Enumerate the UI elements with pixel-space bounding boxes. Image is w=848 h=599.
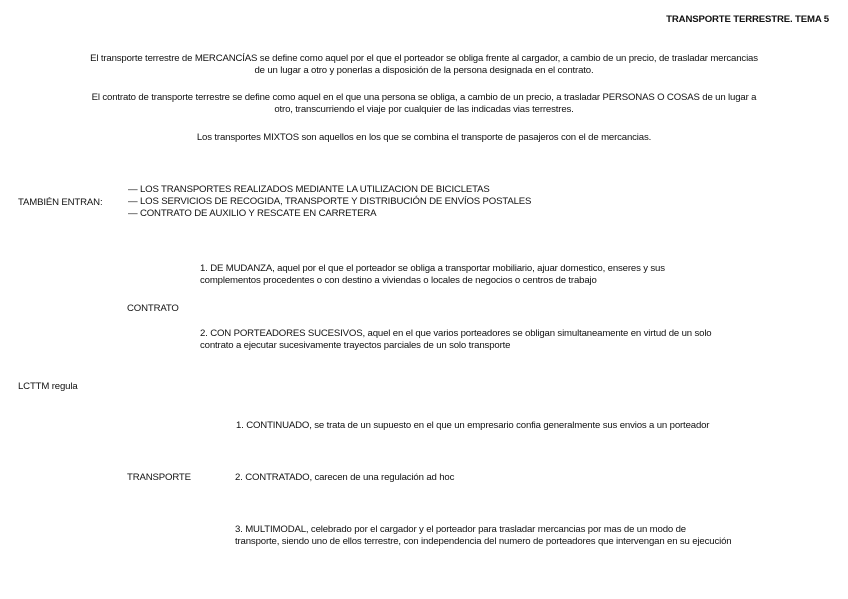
transporte-label: TRANSPORTE bbox=[127, 472, 191, 483]
page-title: TRANSPORTE TERRESTRE. TEMA 5 bbox=[666, 14, 829, 25]
text-line: Los transportes MIXTOS son aquellos en los que se combina el transporte de pasajeros con el de mercancias. bbox=[196, 132, 652, 143]
text-line: 1. DE MUDANZA, aquel por el que el porteador se obliga a transportar mobiliario, ajuar domestico, enseres y sus bbox=[200, 263, 665, 274]
list-item: — LOS TRANSPORTES REALIZADOS MEDIANTE LA UTILIZACION DE BICICLETAS bbox=[128, 184, 490, 195]
definition-mixtos bbox=[14, 132, 834, 144]
list-item: — LOS SERVICIOS DE RECOGIDA, TRANSPORTE Y DISTRIBUCIÓN DE ENVÍOS POSTALES bbox=[128, 196, 532, 207]
transporte-multimodal bbox=[235, 524, 731, 548]
contrato-mudanza bbox=[200, 263, 665, 287]
text-line: El transporte terrestre de MERCANCÍAS se define como aquel por el que el porteador se obliga frente al cargador, a cambio de un precio, de trasladar mercancias bbox=[90, 53, 758, 64]
text-line: 3. MULTIMODAL, celebrado por el cargador y el porteador para trasladar mercancias por mas de un modo de bbox=[235, 524, 686, 535]
text-line: transporte, siendo uno de ellos terrestre, con independencia del numero de porteadores que intervengan en su ejecución bbox=[235, 536, 732, 547]
transporte-continuado: 1. CONTINUADO, se trata de un supuesto en el que un empresario confia generalmente sus envios a un porteador bbox=[236, 420, 710, 431]
transporte-contratado: 2. CONTRATADO, carecen de una regulación ad hoc bbox=[235, 472, 455, 483]
lcttm-label: LCTTM regula bbox=[18, 381, 78, 392]
text-line: El contrato de transporte terrestre se define como aquel en el que una persona se obliga, a cambio de un precio, a trasladar PERSONAS O COSAS de un lugar a bbox=[91, 92, 757, 103]
list-item: — CONTRATO DE AUXILIO Y RESCATE EN CARRETERA bbox=[128, 208, 377, 219]
text-line: 2. CON PORTEADORES SUCESIVOS, aquel en el que varios porteadores se obligan simultaneamente en virtud de un solo bbox=[200, 328, 712, 339]
contrato-label: CONTRATO bbox=[127, 303, 179, 314]
contrato-porteadores-sucesivos bbox=[200, 328, 712, 352]
definition-contrato bbox=[14, 92, 834, 116]
text-line: otro, transcurriendo el viaje por cualquier de las indicadas vias terrestres. bbox=[274, 104, 574, 115]
text-line: de un lugar a otro y ponerlas a disposición de la persona designada en el contrato. bbox=[254, 65, 594, 76]
text-line: contrato a ejecutar sucesivamente trayectos parciales de un solo transporte bbox=[200, 340, 511, 351]
tambien-entran-label: TAMBIÉN ENTRAN: bbox=[18, 197, 103, 208]
definition-mercancias bbox=[14, 53, 834, 77]
text-line: complementos procedentes o con destino a viviendas o locales de negocios o centros de trabajo bbox=[200, 275, 597, 286]
tambien-entran-list bbox=[128, 184, 531, 220]
